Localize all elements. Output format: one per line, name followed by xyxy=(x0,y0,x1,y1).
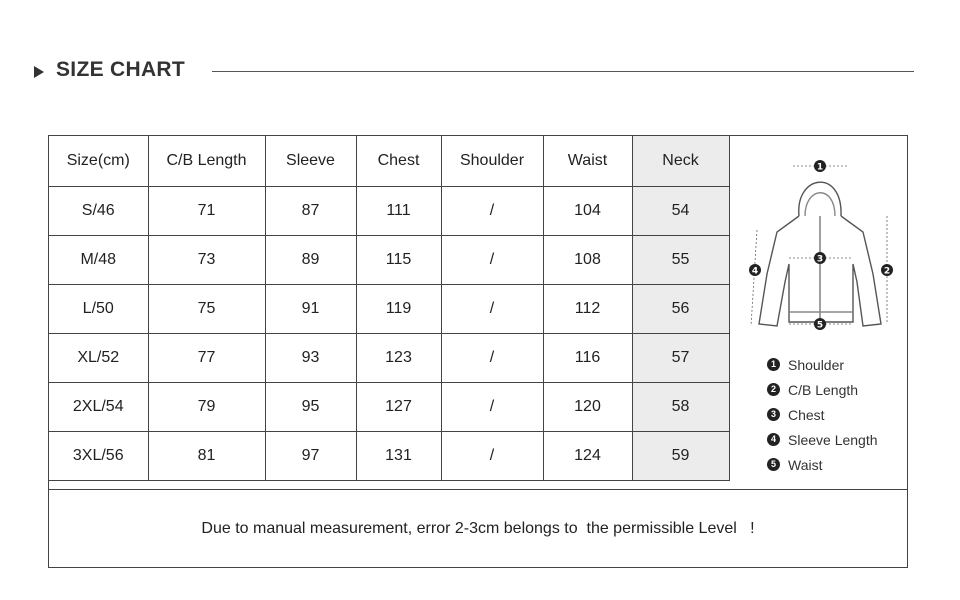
cell-waist: 112 xyxy=(543,284,632,333)
legend-number-1: 1 xyxy=(767,358,780,371)
column-header-neck: Neck xyxy=(632,136,729,186)
cell-waist: 120 xyxy=(543,382,632,431)
cell-neck: 54 xyxy=(632,186,729,235)
column-header-size: Size(cm) xyxy=(49,136,148,186)
cell-cb-length: 73 xyxy=(148,235,265,284)
size-data-table xyxy=(49,136,730,481)
table-row xyxy=(49,382,729,431)
cell-chest: 123 xyxy=(356,333,441,382)
size-chart-table xyxy=(48,135,908,568)
table-row xyxy=(49,333,729,382)
cell-waist: 116 xyxy=(543,333,632,382)
column-header-shoulder: Shoulder xyxy=(441,136,543,186)
cell-shoulder: / xyxy=(441,382,543,431)
cell-waist: 104 xyxy=(543,186,632,235)
cell-chest: 127 xyxy=(356,382,441,431)
cell-size: S/46 xyxy=(49,186,148,235)
cell-cb-length: 79 xyxy=(148,382,265,431)
legend-label: Chest xyxy=(788,406,825,423)
measurement-legend xyxy=(767,352,878,477)
cell-cb-length: 75 xyxy=(148,284,265,333)
title-row xyxy=(34,58,914,86)
cell-sleeve: 97 xyxy=(265,431,356,480)
marker-5: 5 xyxy=(816,320,824,331)
cell-neck: 59 xyxy=(632,431,729,480)
legend-item xyxy=(767,452,878,477)
cell-sleeve: 89 xyxy=(265,235,356,284)
hoodie-diagram xyxy=(737,154,902,334)
cell-waist: 108 xyxy=(543,235,632,284)
table-row xyxy=(49,431,729,480)
legend-number-5: 5 xyxy=(767,458,780,471)
cell-sleeve: 91 xyxy=(265,284,356,333)
page-title: SIZE CHART xyxy=(56,58,185,81)
triangle-arrow-icon xyxy=(34,66,44,78)
column-header-cb-length: C/B Length xyxy=(148,136,265,186)
cell-cb-length: 71 xyxy=(148,186,265,235)
measurement-note: Due to manual measurement, error 2-3cm belongs to the permissible Level ! xyxy=(201,520,755,537)
cell-cb-length: 81 xyxy=(148,431,265,480)
legend-label: Shoulder xyxy=(788,356,845,373)
cell-shoulder: / xyxy=(441,284,543,333)
legend-label: Waist xyxy=(788,456,823,473)
cell-shoulder: / xyxy=(441,186,543,235)
cell-cb-length: 77 xyxy=(148,333,265,382)
cell-neck: 56 xyxy=(632,284,729,333)
cell-sleeve: 93 xyxy=(265,333,356,382)
cell-neck: 55 xyxy=(632,235,729,284)
column-header-chest: Chest xyxy=(356,136,441,186)
table-row xyxy=(49,235,729,284)
cell-size: XL/52 xyxy=(49,333,148,382)
cell-neck: 58 xyxy=(632,382,729,431)
marker-3: 3 xyxy=(816,254,824,265)
cell-neck: 57 xyxy=(632,333,729,382)
cell-shoulder: / xyxy=(441,333,543,382)
table-row xyxy=(49,284,729,333)
legend-item xyxy=(767,377,878,402)
legend-item xyxy=(767,402,878,427)
cell-chest: 131 xyxy=(356,431,441,480)
cell-chest: 119 xyxy=(356,284,441,333)
marker-2: 2 xyxy=(883,266,891,277)
cell-sleeve: 87 xyxy=(265,186,356,235)
table-row xyxy=(49,186,729,235)
legend-number-3: 3 xyxy=(767,408,780,421)
legend-number-4: 4 xyxy=(767,433,780,446)
column-header-sleeve: Sleeve xyxy=(265,136,356,186)
marker-4: 4 xyxy=(751,266,759,277)
title-divider xyxy=(212,71,914,72)
cell-shoulder: / xyxy=(441,431,543,480)
legend-label: Sleeve Length xyxy=(788,431,878,448)
cell-chest: 115 xyxy=(356,235,441,284)
legend-number-2: 2 xyxy=(767,383,780,396)
measurement-note-row xyxy=(49,489,907,568)
legend-label: C/B Length xyxy=(788,381,859,398)
marker-1: 1 xyxy=(816,162,824,173)
cell-shoulder: / xyxy=(441,235,543,284)
legend-item xyxy=(767,427,878,452)
column-header-waist: Waist xyxy=(543,136,632,186)
table-header-row xyxy=(49,136,729,186)
measurement-diagram-panel xyxy=(729,136,907,489)
cell-size: 3XL/56 xyxy=(49,431,148,480)
cell-chest: 111 xyxy=(356,186,441,235)
cell-size: L/50 xyxy=(49,284,148,333)
cell-size: 2XL/54 xyxy=(49,382,148,431)
legend-item xyxy=(767,352,878,377)
cell-waist: 124 xyxy=(543,431,632,480)
cell-sleeve: 95 xyxy=(265,382,356,431)
cell-size: M/48 xyxy=(49,235,148,284)
